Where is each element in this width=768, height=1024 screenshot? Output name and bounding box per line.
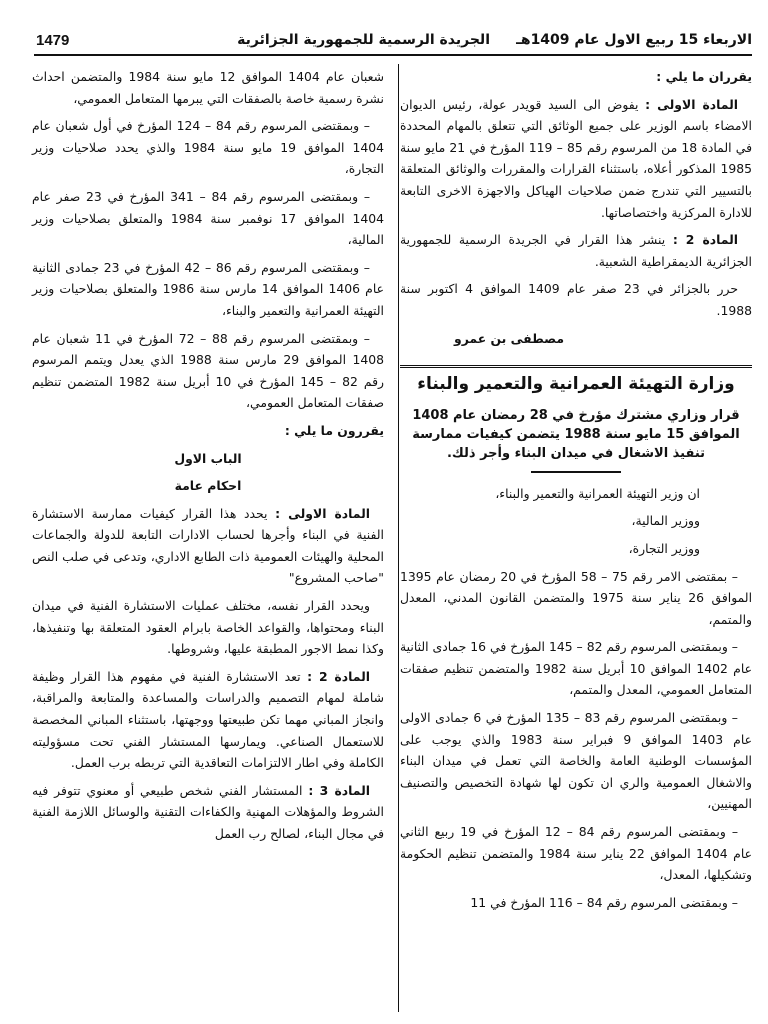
section-rule xyxy=(400,365,752,368)
page-number: 1479 xyxy=(36,32,70,49)
article-text: تعد الاستشارة الفنية في مفهوم هذا القرار وظيفة شاملة لمهام التصميم والدراسات والمساعدة والمتابعة والمراقبة، وانجاز المباني مهما تكن طبيعتها ووجهتها، باستثناء المباني المخصصة للاستعمال الصناعي. ويمارسها المستشار الفني تحت مسؤوليته الكاملة وفي اطار الالتزامات التعاقدية التي تربطه برب العمل. xyxy=(32,668,384,771)
left-column xyxy=(32,66,384,851)
journal-title: الجريدة الرسمية للجمهورية الجزائرية xyxy=(237,32,490,48)
article-1 xyxy=(32,503,384,589)
article-label: المادة 2 : xyxy=(672,232,738,248)
title-rule xyxy=(531,471,621,473)
article-2 xyxy=(400,229,752,272)
right-column xyxy=(400,66,752,919)
article-2 xyxy=(32,666,384,774)
visa-paragraph: – وبمقتضى المرسوم رقم 88 – 72 المؤرخ في 11 شعبان عام 1408 الموافق 29 مارس سنة 1988 الذي يعدل ويتمم المرسوم رقم 82 – 145 المؤرخ في 10 أبريل سنة 1982 المتضمن تنظيم صفقات المتعامل العمومي، xyxy=(32,330,384,411)
article-label: المادة الاولى : xyxy=(645,96,739,112)
article-label: المادة 2 : xyxy=(307,668,370,684)
article-text: المستشار الفني شخص طبيعي أو معنوي تتوفر فيه الشروط والمؤهلات المهنية والكفاءات التقنية والوسائل اللازمة الفنية في مجال البناء، لصالح رب العمل xyxy=(32,782,384,841)
article-label: المادة الاولى : xyxy=(275,505,370,521)
ministry-heading: وزارة التهيئة العمرانية والتعمير والبناء xyxy=(417,374,735,395)
column-divider xyxy=(398,64,399,1012)
article-label: المادة 3 : xyxy=(308,782,370,798)
chapter-heading: الباب الاول xyxy=(174,450,242,466)
article-3 xyxy=(32,780,384,845)
signature: مصطفى بن عمرو xyxy=(454,330,565,346)
minister-line: ان وزير التهيئة العمرانية والتعمير والبناء، xyxy=(495,485,700,501)
done-at: حرر بالجزائر في 23 صفر عام 1409 الموافق 4 اكتوبر سنة 1988. xyxy=(400,281,752,318)
visa-paragraph: – وبمقتضى المرسوم رقم 84 – 116 المؤرخ في 11 xyxy=(470,894,738,910)
visa-paragraph: – وبمقتضى المرسوم رقم 84 – 12 المؤرخ في 19 ربيع الثاني عام 1404 الموافق 22 يناير سنة 1984 والمتضمن تنظيم الحكومة وتشكيلها، المعدل، xyxy=(400,824,753,883)
visa-paragraph: – وبمقتضى المرسوم رقم 84 – 124 المؤرخ في أول شعبان عام 1404 الموافق 19 مايو سنة 1984 والذي يحدد صلاحيات وزير التجارة، xyxy=(32,118,384,177)
visa-paragraph: – وبمقتضى المرسوم رقم 84 – 341 المؤرخ في 23 صفر عام 1404 الموافق 17 نوفمبر سنة 1984 والمتعلق بصلاحيات وزير المالية، xyxy=(32,188,385,248)
visa-paragraph: – وبمقتضى المرسوم رقم 86 – 42 المؤرخ في 23 جمادى الثانية عام 1406 الموافق 14 مارس سنة 1986 والمتعلق بصلاحيات وزير التهيئة العمرانية والتعمير والبناء، xyxy=(32,259,385,318)
minister-line: ووزير التجارة، xyxy=(628,540,700,556)
visa-paragraph: – وبمقتضى المرسوم رقم 83 – 135 المؤرخ في 6 جمادى الاولى عام 1403 الموافق 9 فبراير سنة 1983 والذي يوجب على المؤسسات الوطنية العامة والخاصة التي تعمل في ميدان البناء والاشغال العمومية والري ان تكون لها شهادة التخصيص والتصنيف المهنيين، xyxy=(400,710,753,812)
visa-paragraph: – وبمقتضى المرسوم رقم 82 – 145 المؤرخ في 16 جمادى الثانية عام 1402 الموافق 10 أبريل سنة 1982 والمتضمن تنظيم صفقات المتعامل العمومي، المعدل والمتمم، xyxy=(400,639,753,698)
visa-paragraph: – بمقتضى الامر رقم 75 – 58 المؤرخ في 20 رمضان عام 1395 الموافق 26 يناير سنة 1975 والمتضمن القانون المدني، المعدل والمتمم، xyxy=(400,568,753,627)
article-text: ينشر هذا القرار في الجريدة الرسمية للجمهورية الجزائرية الديمقراطية الشعبية. xyxy=(400,232,752,269)
decision-title: قرار وزاري مشترك مؤرخ في 28 رمضان عام 1408 الموافق 15 مايو سنة 1988 يتضمن كيفيات ممارسة تنفيذ الاشغال في ميدان البناء وأجر ذلك. xyxy=(412,407,740,461)
article-1-paragraph-2: ويحدد القرار نفسه، مختلف عمليات الاستشارة الفنية في ميدان البناء ومحتواها، والقواعد الخاصة بابرام العقود المتعلقة بها وتنفيذها، وكذا نمط الاجور المطبقة عليها، وشروطها. xyxy=(32,598,384,657)
minister-line: ووزير المالية، xyxy=(631,513,700,529)
issue-date: الاربعاء 15 ربيع الاول عام 1409هـ xyxy=(516,32,752,48)
article-text: يحدد هذا القرار كيفيات ممارسة الاستشارة الفنية في البناء وأجرها لحساب الادارات التابعة للدولة والجماعات المحلية والهيئات العمومية ذات الطابع الاداري، وتدعى في صلب النص "صاحب المشروع" xyxy=(32,505,384,586)
decides-intro: يقرران ما يلي : xyxy=(656,69,752,84)
page-header xyxy=(34,28,752,56)
visa-continuation: شعبان عام 1404 الموافق 12 مايو سنة 1984 والمتضمن احداث نشرة رسمية خاصة بالصفقات التي يبرمها المتعامل العمومي، xyxy=(32,69,385,106)
article-1 xyxy=(400,94,752,224)
article-text: يفوض الى السيد قويدر عولة، رئيس الديوان الامضاء باسم الوزير على جميع الوثائق التي تتعلق بالمهام المحددة في المادة 18 من المرسوم رقم 85 – 119 المؤرخ في 21 مايو سنة 1985 المذكور أعلاه، باستثناء القرارات والمقررات والوثائق المتعلقة بالتسيير التي تندرج ضمن صلاحيات الهياكل والاجهزة الاخرى التابعة للادارة المركزية واختصاصاتها. xyxy=(400,96,752,220)
decides-intro: يقررون ما يلي : xyxy=(284,422,384,438)
chapter-title: احكام عامة xyxy=(174,478,242,494)
